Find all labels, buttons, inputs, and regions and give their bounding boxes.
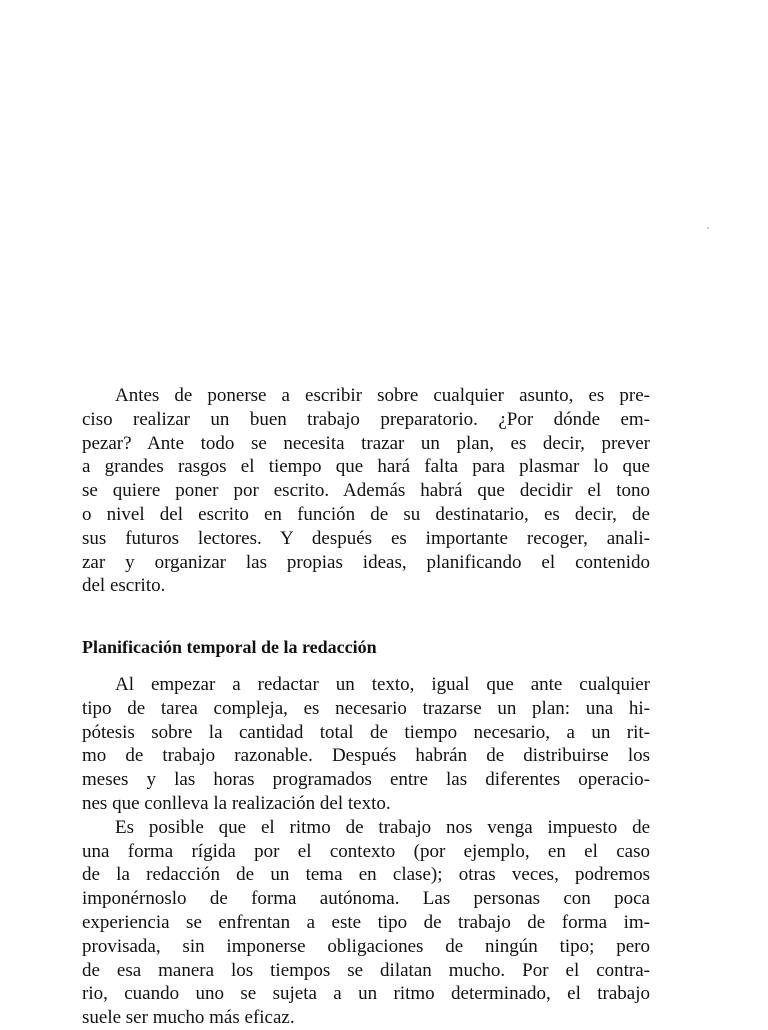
text-line: a grandes rasgos el tiempo que hará falta para plasmar lo que [82, 456, 650, 478]
text-line: ciso realizar un buen trabajo preparatorio. ¿Por dónde em- [82, 408, 650, 430]
section-heading: Planificación temporal de la redacción [82, 637, 377, 657]
text-line: nes que conlleva la realización del texto. [82, 792, 391, 814]
text-line: Al empezar a redactar un texto, igual que ante cualquier [115, 674, 650, 695]
text-line: provisada, sin imponerse obligaciones de ningún tipo; pero [82, 935, 650, 957]
text-line: se quiere poner por escrito. Además habrá que decidir el tono [82, 480, 650, 502]
text-line: pezar? Ante todo se necesita trazar un plan, es decir, prever [82, 432, 650, 454]
text-line: tipo de tarea compleja, es necesario trazarse un plan: una hi- [82, 697, 650, 719]
text-line: Antes de ponerse a escribir sobre cualquier asunto, es pre- [115, 385, 650, 406]
text-line: Es posible que el ritmo de trabajo nos venga impuesto de [115, 816, 650, 838]
text-line: imponérnoslo de forma autónoma. Las personas con poca [82, 888, 650, 910]
text-line: del escrito. [82, 575, 166, 597]
text-line: zar y organizar las propias ideas, planificando el contenido [82, 551, 650, 573]
text-line: sus futuros lectores. Y después es importante recoger, anali- [82, 527, 650, 549]
text-line: o nivel del escrito en función de su destinatario, es decir, de [82, 503, 650, 525]
text-line: una forma rígida por el contexto (por ejemplo, en el caso [82, 840, 650, 862]
scan-speck [707, 227, 709, 229]
text-line: meses y las horas programados entre las diferentes operacio- [82, 769, 650, 791]
paragraph-intro [82, 384, 650, 598]
text-line: de esa manera los tiempos se dilatan mucho. Por el contra- [82, 959, 650, 981]
paragraph-planning [82, 673, 650, 1030]
text-line: experiencia se enfrentan a este tipo de trabajo de forma im- [82, 911, 650, 933]
text-line: de la redacción de un tema en clase); otras veces, podremos [82, 864, 650, 886]
text-line: rio, cuando uno se sujeta a un ritmo determinado, el trabajo [82, 983, 650, 1005]
text-line: suele ser mucho más eficaz. [82, 1007, 295, 1029]
text-line: pótesis sobre la cantidad total de tiempo necesario, a un rit- [82, 721, 650, 743]
text-line: mo de trabajo razonable. Después habrán de distribuirse los [82, 745, 650, 767]
